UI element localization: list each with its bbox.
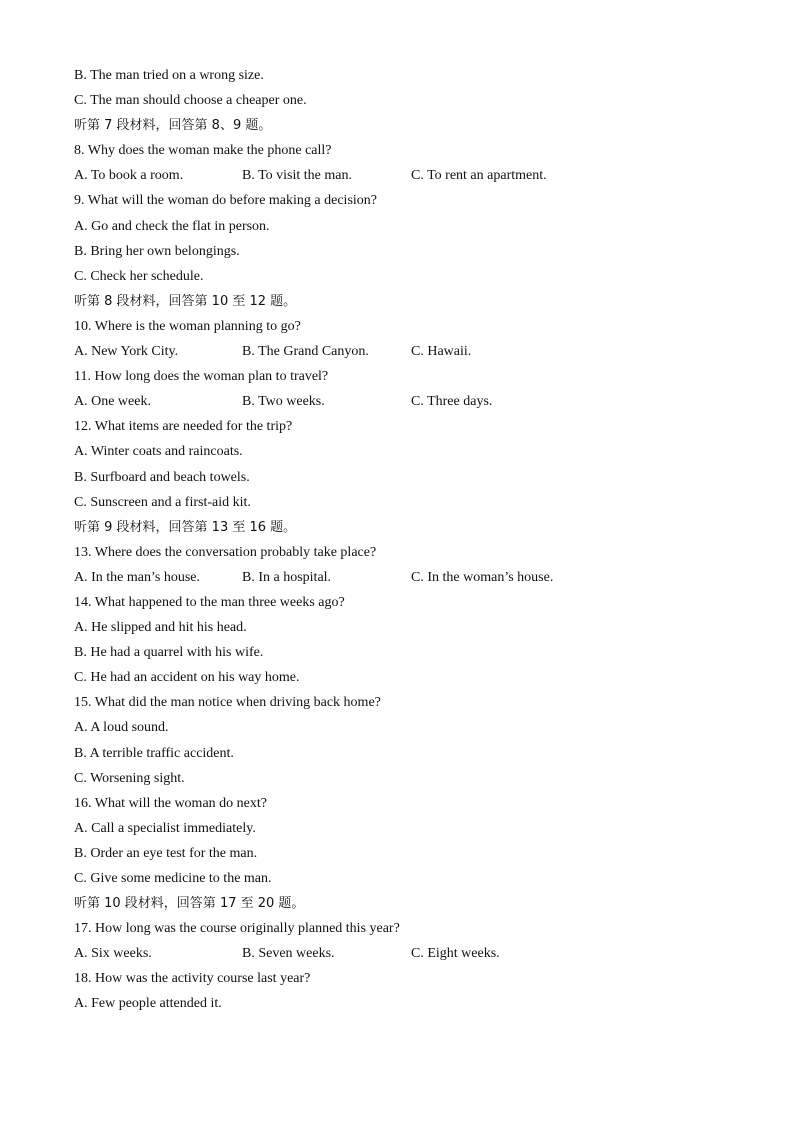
option-a: A. Six weeks. bbox=[74, 946, 152, 962]
question-13: 13. Where does the conversation probably take place? bbox=[74, 544, 377, 560]
question-9: 9. What will the woman do before making a decision? bbox=[74, 193, 377, 209]
option-a: A. New York City. bbox=[74, 344, 179, 360]
option-b: B. Seven weeks. bbox=[242, 946, 335, 962]
option-c: C. To rent an apartment. bbox=[411, 168, 547, 184]
option-a: A. To book a room. bbox=[74, 168, 184, 184]
section-instruction: 听第 8 段材料，回答第 10 至 12 题。 bbox=[74, 293, 297, 309]
option-line: A. Call a specialist immediately. bbox=[74, 820, 256, 836]
option-line: A. A loud sound. bbox=[74, 720, 169, 736]
question-14: 14. What happened to the man three weeks ago? bbox=[74, 594, 345, 610]
option-line: A. Go and check the flat in person. bbox=[74, 218, 270, 234]
question-12: 12. What items are needed for the trip? bbox=[74, 419, 293, 435]
option-b: B. Two weeks. bbox=[242, 394, 325, 410]
option-c: C. Three days. bbox=[411, 394, 493, 410]
question-17: 17. How long was the course originally planned this year? bbox=[74, 921, 400, 937]
question-16: 16. What will the woman do next? bbox=[74, 795, 267, 811]
option-line: A. Winter coats and raincoats. bbox=[74, 444, 243, 460]
option-line: C. Worsening sight. bbox=[74, 770, 185, 786]
options-row-11 bbox=[74, 389, 754, 414]
option-line: B. He had a quarrel with his wife. bbox=[74, 645, 264, 661]
option-b: B. The Grand Canyon. bbox=[242, 344, 369, 360]
options-row-17 bbox=[74, 941, 754, 966]
option-line: B. Order an eye test for the man. bbox=[74, 845, 258, 861]
section-instruction: 听第 7 段材料，回答第 8、9 题。 bbox=[74, 118, 272, 134]
option-line: B. The man tried on a wrong size. bbox=[74, 68, 264, 83]
section-instruction: 听第 10 段材料，回答第 17 至 20 题。 bbox=[74, 896, 305, 912]
question-10: 10. Where is the woman planning to go? bbox=[74, 318, 301, 334]
question-15: 15. What did the man notice when driving back home? bbox=[74, 695, 381, 711]
option-line: B. Bring her own belongings. bbox=[74, 243, 240, 259]
question-11: 11. How long does the woman plan to travel? bbox=[74, 369, 329, 385]
question-18: 18. How was the activity course last year? bbox=[74, 971, 311, 987]
option-b: B. In a hospital. bbox=[242, 569, 332, 585]
option-a: A. One week. bbox=[74, 394, 151, 410]
option-line: B. Surfboard and beach towels. bbox=[74, 469, 250, 485]
exam-page bbox=[74, 63, 754, 1017]
option-c: C. In the woman’s house. bbox=[411, 569, 554, 585]
option-a: A. In the man’s house. bbox=[74, 569, 200, 585]
option-line: A. Few people attended it. bbox=[74, 996, 222, 1012]
option-line: C. Check her schedule. bbox=[74, 268, 204, 284]
option-line: C. The man should choose a cheaper one. bbox=[74, 93, 307, 109]
option-line: A. He slipped and hit his head. bbox=[74, 620, 247, 636]
option-c: C. Eight weeks. bbox=[411, 946, 500, 962]
option-line: B. A terrible traffic accident. bbox=[74, 745, 234, 761]
option-line: C. Give some medicine to the man. bbox=[74, 871, 272, 886]
question-8: 8. Why does the woman make the phone call? bbox=[74, 143, 332, 159]
option-c: C. Hawaii. bbox=[411, 344, 472, 360]
option-line: C. Sunscreen and a first-aid kit. bbox=[74, 494, 251, 510]
options-row-13 bbox=[74, 565, 754, 590]
option-b: B. To visit the man. bbox=[242, 168, 352, 184]
options-row-8 bbox=[74, 163, 754, 188]
option-line: C. He had an accident on his way home. bbox=[74, 670, 300, 686]
section-instruction: 听第 9 段材料，回答第 13 至 16 题。 bbox=[74, 519, 297, 535]
options-row-10 bbox=[74, 339, 754, 364]
